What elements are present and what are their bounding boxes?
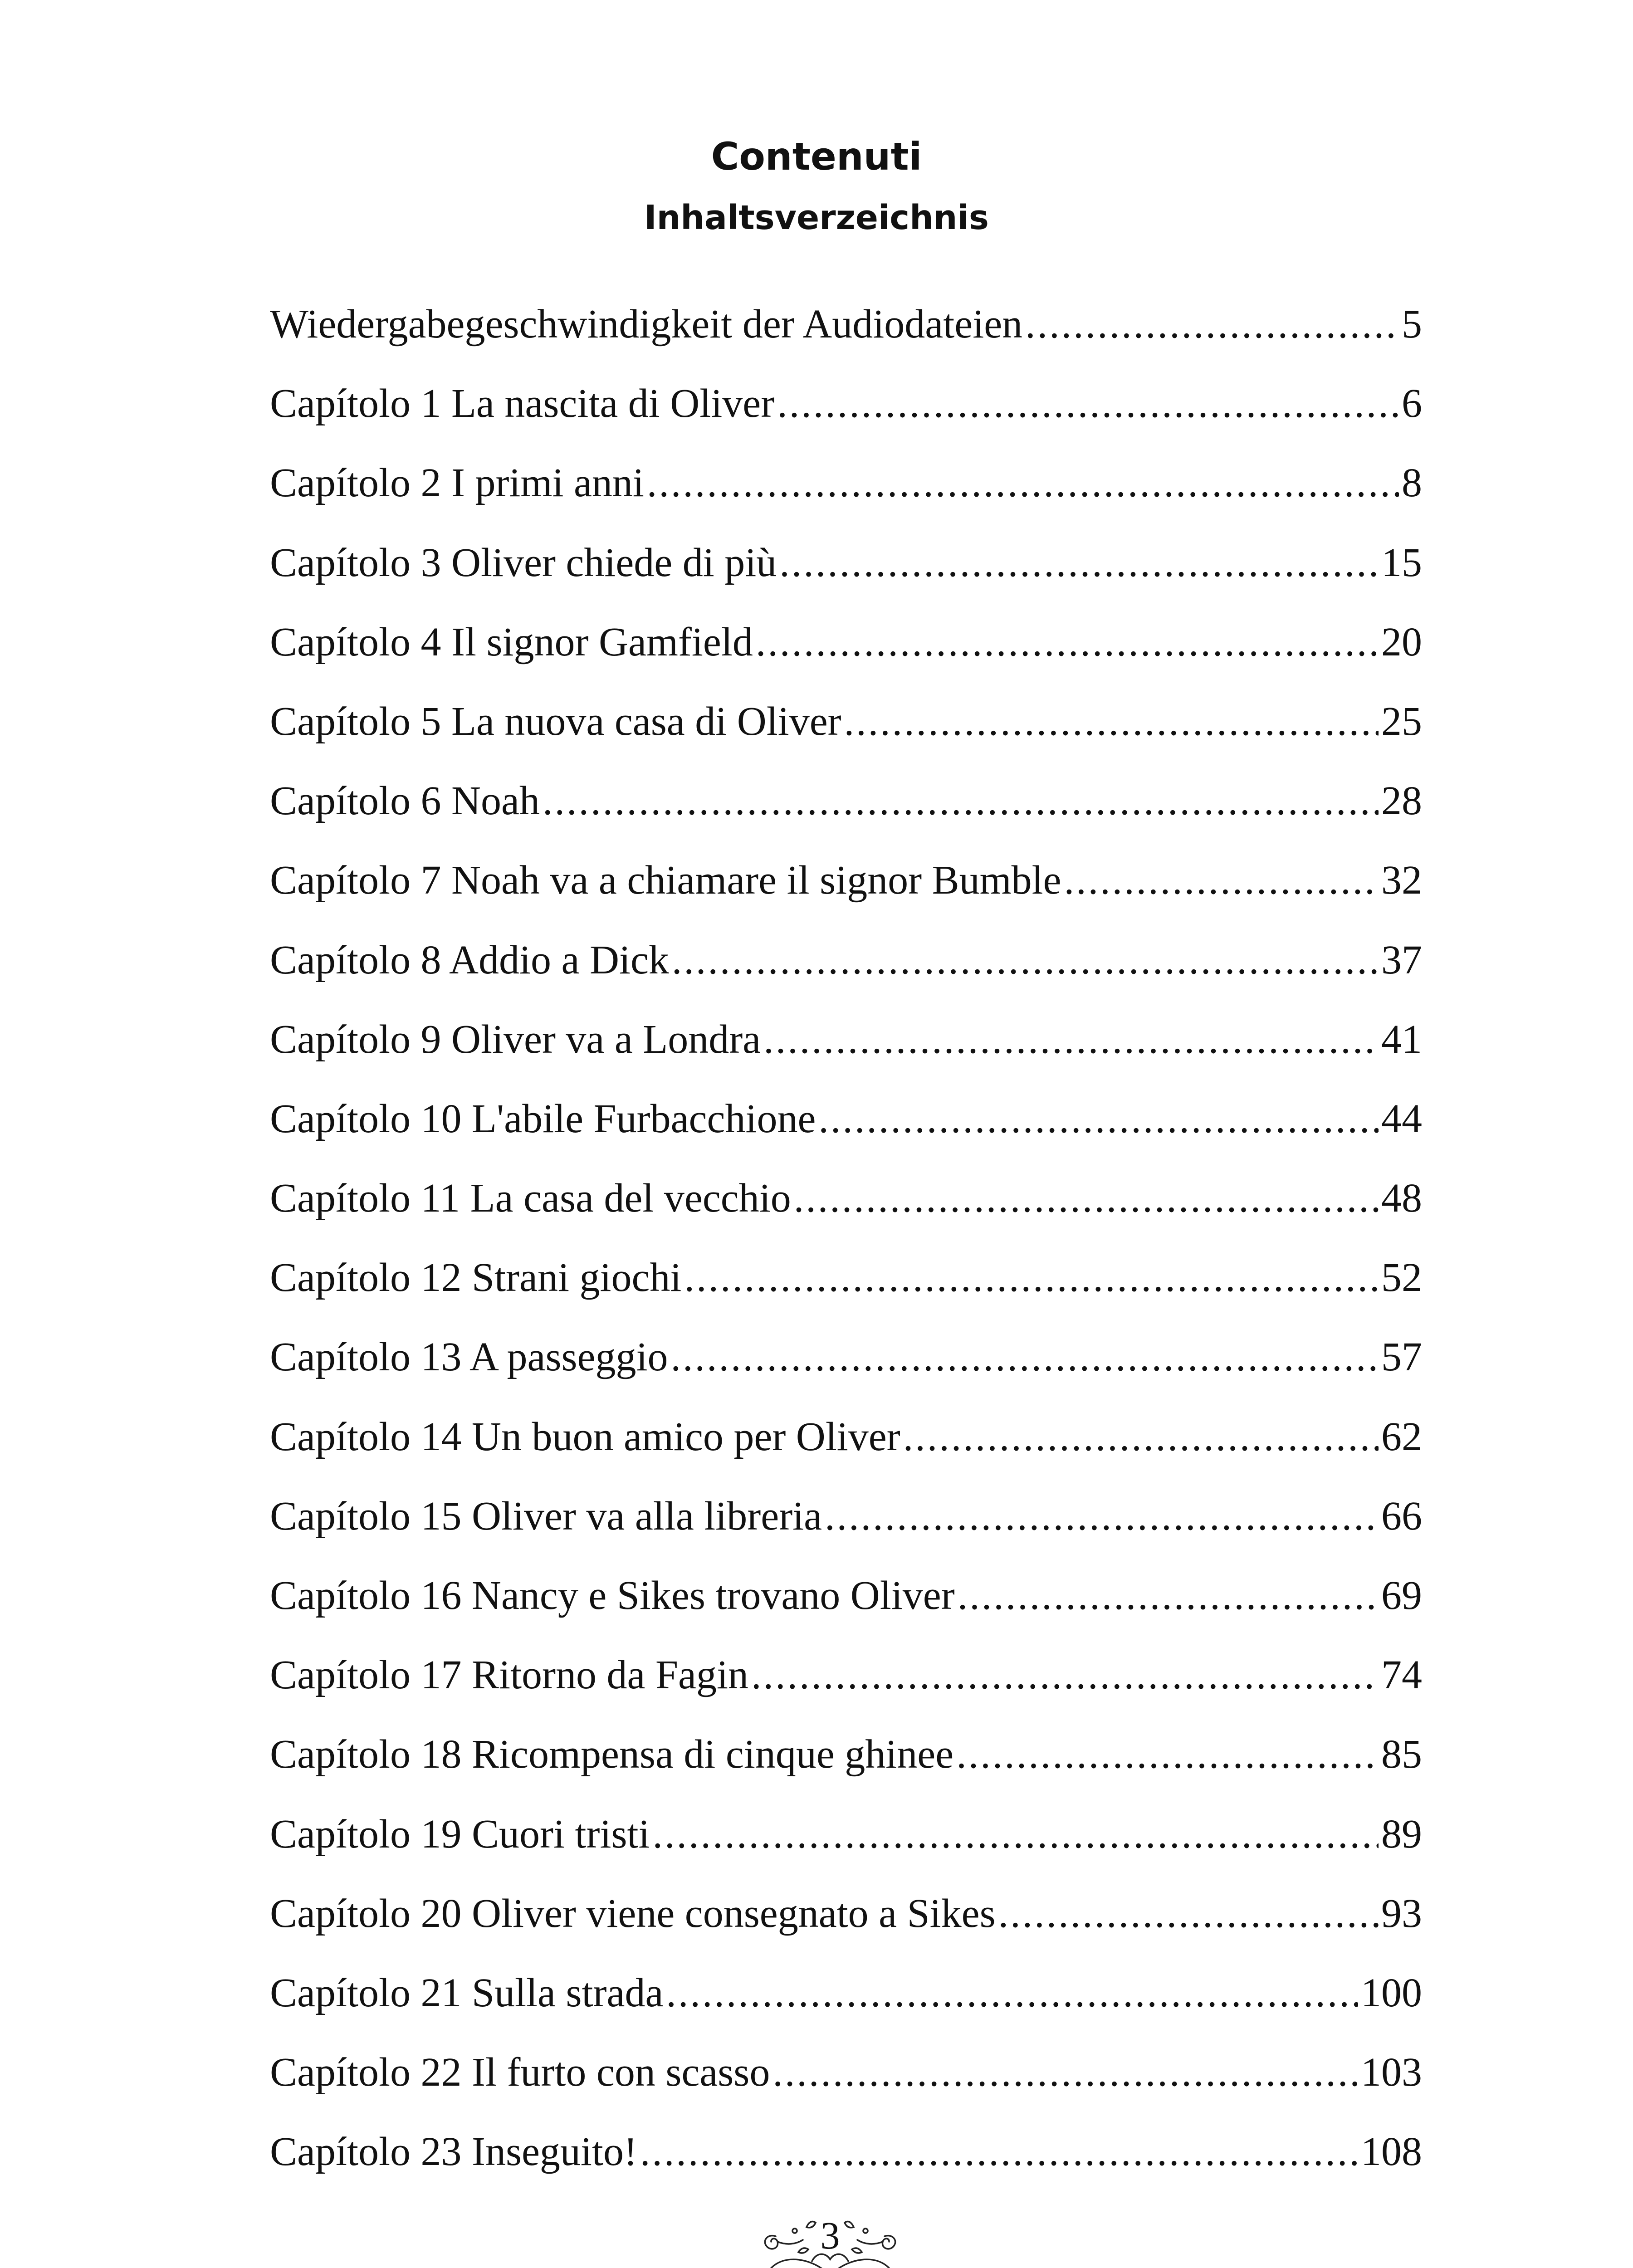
toc-entry[interactable] bbox=[270, 1571, 1422, 1650]
dot-leader bbox=[1025, 299, 1399, 349]
toc-entry-title: Capítolo 7 Noah va a chiamare il signor Bumble bbox=[270, 858, 1061, 903]
toc-entry-title: Capítolo 9 Oliver va a Londra bbox=[270, 1017, 761, 1062]
toc-entry[interactable] bbox=[270, 1650, 1422, 1730]
dot-leader bbox=[751, 1650, 1379, 1700]
toc-entry[interactable] bbox=[270, 1253, 1422, 1332]
dot-leader bbox=[666, 1968, 1358, 2018]
toc-entry[interactable] bbox=[270, 1015, 1422, 1094]
page-title: Contenuti bbox=[711, 134, 922, 179]
toc-entry[interactable] bbox=[270, 299, 1422, 379]
toc-entry-title: Capítolo 18 Ricompensa di cinque ghinee bbox=[270, 1732, 954, 1777]
page-subtitle: Inhaltsverzeichnis bbox=[644, 198, 989, 237]
dot-leader bbox=[794, 1173, 1379, 1223]
dot-leader bbox=[998, 1889, 1379, 1939]
toc-entry-page-number: 37 bbox=[1381, 937, 1422, 982]
toc-entry[interactable] bbox=[270, 538, 1422, 617]
toc-entry-title: Capítolo 23 Inseguito! bbox=[270, 2129, 637, 2175]
dot-leader bbox=[825, 1491, 1379, 1541]
toc-entry-page-number: 25 bbox=[1381, 699, 1422, 744]
toc-entry-title: Capítolo 1 La nascita di Oliver bbox=[270, 381, 775, 426]
toc-entry-title: Capítolo 22 Il furto con scasso bbox=[270, 2050, 770, 2095]
page-number: 3 bbox=[820, 2214, 840, 2257]
toc-entry[interactable] bbox=[270, 1173, 1422, 1253]
toc-entry-title: Capítolo 4 Il signor Gamfield bbox=[270, 619, 753, 665]
toc-entry-page-number: 15 bbox=[1381, 540, 1422, 585]
toc-entry-title: Capítolo 14 Un buon amico per Oliver bbox=[270, 1414, 900, 1459]
toc-entry-page-number: 103 bbox=[1361, 2050, 1422, 2095]
toc-entry-page-number: 20 bbox=[1381, 619, 1422, 665]
toc-entry[interactable] bbox=[270, 935, 1422, 1015]
toc-entry-title: Wiedergabegeschwindigkeit der Audiodateien bbox=[270, 302, 1023, 347]
toc-entry[interactable] bbox=[270, 617, 1422, 697]
toc-entry[interactable] bbox=[270, 697, 1422, 776]
toc-entry-page-number: 6 bbox=[1402, 381, 1422, 426]
toc-entry-page-number: 41 bbox=[1381, 1017, 1422, 1062]
toc-entry-title: Capítolo 11 La casa del vecchio bbox=[270, 1176, 791, 1221]
toc-entry-page-number: 69 bbox=[1381, 1573, 1422, 1618]
toc-entry-title: Capítolo 5 La nuova casa di Oliver bbox=[270, 699, 841, 744]
toc-entry-page-number: 52 bbox=[1381, 1255, 1422, 1300]
dot-leader bbox=[756, 617, 1379, 667]
toc-entry-title: Capítolo 3 Oliver chiede di più bbox=[270, 540, 777, 585]
dot-leader bbox=[672, 935, 1379, 985]
toc-entry[interactable] bbox=[270, 1412, 1422, 1491]
dot-leader bbox=[763, 1015, 1379, 1065]
toc-entry-page-number: 44 bbox=[1381, 1096, 1422, 1141]
dot-leader bbox=[671, 1332, 1379, 1382]
dot-leader bbox=[684, 1253, 1379, 1303]
toc-entry-page-number: 32 bbox=[1381, 858, 1422, 903]
toc-entry[interactable] bbox=[270, 2127, 1422, 2206]
dot-leader bbox=[543, 776, 1379, 826]
toc-entry[interactable] bbox=[270, 1491, 1422, 1571]
toc-entry-page-number: 89 bbox=[1381, 1811, 1422, 1857]
dot-leader bbox=[958, 1571, 1379, 1621]
dot-leader bbox=[844, 697, 1379, 747]
dot-leader bbox=[818, 1094, 1379, 1144]
toc-entry[interactable] bbox=[270, 855, 1422, 935]
table-of-contents bbox=[270, 299, 1422, 2207]
toc-entry-page-number: 74 bbox=[1381, 1652, 1422, 1698]
toc-entry[interactable] bbox=[270, 1094, 1422, 1173]
toc-entry-page-number: 85 bbox=[1381, 1732, 1422, 1777]
toc-entry[interactable] bbox=[270, 379, 1422, 458]
toc-entry-page-number: 100 bbox=[1361, 1970, 1422, 2015]
toc-entry[interactable] bbox=[270, 1730, 1422, 1809]
toc-entry-page-number: 108 bbox=[1361, 2129, 1422, 2175]
toc-entry-page-number: 93 bbox=[1381, 1891, 1422, 1936]
dot-leader bbox=[640, 2127, 1358, 2177]
toc-entry-title: Capítolo 19 Cuori tristi bbox=[270, 1811, 650, 1857]
toc-entry-title: Capítolo 12 Strani giochi bbox=[270, 1255, 682, 1300]
toc-entry-title: Capítolo 16 Nancy e Sikes trovano Oliver bbox=[270, 1573, 955, 1618]
toc-entry[interactable] bbox=[270, 2048, 1422, 2127]
toc-entry-title: Capítolo 2 I primi anni bbox=[270, 460, 644, 506]
toc-entry-title: Capítolo 17 Ritorno da Fagin bbox=[270, 1652, 748, 1698]
dot-leader bbox=[777, 379, 1399, 429]
toc-entry-title: Capítolo 6 Noah bbox=[270, 778, 540, 824]
toc-entry[interactable] bbox=[270, 1332, 1422, 1412]
toc-entry-page-number: 5 bbox=[1402, 302, 1422, 347]
toc-entry-title: Capítolo 20 Oliver viene consegnato a Sikes bbox=[270, 1891, 996, 1936]
toc-entry[interactable] bbox=[270, 1809, 1422, 1889]
toc-entry-page-number: 48 bbox=[1381, 1176, 1422, 1221]
toc-entry[interactable] bbox=[270, 458, 1422, 538]
toc-entry-page-number: 66 bbox=[1381, 1493, 1422, 1539]
toc-entry[interactable] bbox=[270, 1889, 1422, 1968]
toc-entry[interactable] bbox=[270, 776, 1422, 855]
toc-entry-page-number: 57 bbox=[1381, 1334, 1422, 1380]
toc-entry-title: Capítolo 8 Addio a Dick bbox=[270, 937, 669, 982]
dot-leader bbox=[903, 1412, 1379, 1462]
toc-entry-title: Capítolo 21 Sulla strada bbox=[270, 1970, 664, 2015]
toc-entry-page-number: 28 bbox=[1381, 778, 1422, 824]
toc-entry-title: Capítolo 10 L'abile Furbacchione bbox=[270, 1096, 816, 1141]
dot-leader bbox=[772, 2048, 1358, 2097]
toc-entry-page-number: 8 bbox=[1402, 460, 1422, 506]
toc-entry-title: Capítolo 13 A passeggio bbox=[270, 1334, 668, 1380]
dot-leader bbox=[653, 1809, 1379, 1859]
dot-leader bbox=[779, 538, 1379, 588]
toc-entry-page-number: 62 bbox=[1381, 1414, 1422, 1459]
dot-leader bbox=[956, 1730, 1379, 1779]
toc-entry-title: Capítolo 15 Oliver va alla libreria bbox=[270, 1493, 822, 1539]
toc-entry[interactable] bbox=[270, 1968, 1422, 2048]
dot-leader bbox=[647, 458, 1399, 508]
dot-leader bbox=[1064, 855, 1379, 905]
